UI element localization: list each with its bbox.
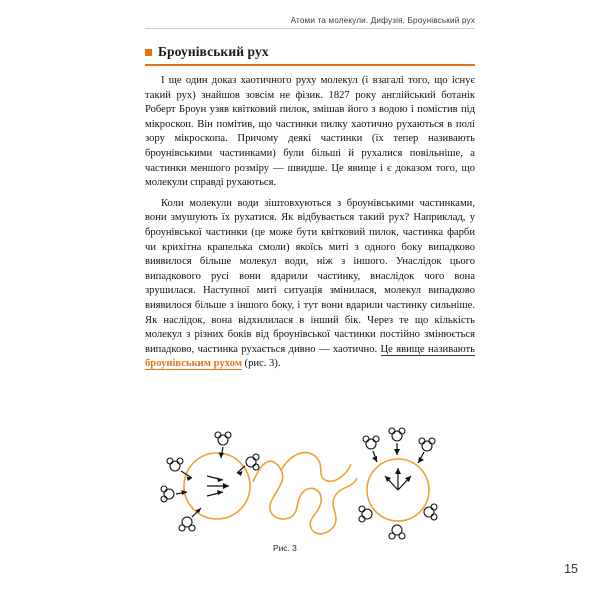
running-head: Атоми та молекули. Дифузія. Броунівський рух bbox=[290, 16, 475, 25]
page-right-margin bbox=[500, 0, 600, 600]
paragraph-2 bbox=[145, 197, 475, 372]
figure-brownian-motion bbox=[145, 418, 475, 548]
page-number: 15 bbox=[564, 562, 578, 576]
trajectory-path bbox=[253, 461, 357, 534]
body-text bbox=[145, 74, 475, 372]
highlighted-term: броунівським рухом bbox=[145, 358, 242, 370]
page-left-margin bbox=[0, 0, 118, 600]
page-content bbox=[145, 0, 475, 600]
final-sentence-prefix: Це явище називають bbox=[380, 343, 476, 355]
paragraph-2-text: Коли молекули води зіштовхуються з броунівськими частинками, вони змушують їх рухатися. Як відбувається такий рух? Наприклад, у броунівської частинки (це може бути квітковий пилок, частинка фарби чи крихітна крапелька смоли) якоїсь миті з одного боку випадково виявилося більше молекул води, ніж з іншого. Унаслідок цього випадкового русі вони вдарили частинку, внаслідок чого вона зрушилася. Наступної миті ситуація змінилася, молекул випадково виявилося більше з іншого боку, і тут вони вдарили частинку сильніше. Як наслідок, вона відхилилася в інший бік. Через те що кількість молекул з різних боків від броунівської частинки постійно змінюється випадково, частинка рухається дивно — хаотично. bbox=[145, 197, 475, 355]
section-underline bbox=[145, 64, 475, 66]
trajectory-path-2 bbox=[281, 452, 351, 481]
section-bullet-icon bbox=[145, 49, 152, 56]
section-title: Броунівський рух bbox=[158, 44, 269, 59]
paragraph-1: І ще один доказ хаотичного руху молекул (і взагалі того, що існує такий рух) знайшов зовсім не фізик. 1827 року англійський ботанік Роберт Броун узяв квітковий пилок, змішав його з водою і помістив під мікроскоп. Він помітив, що частинки пилку хаотично рухаються в полі зору мікроскопа. Причому деякі частинки (їх тепер називають броунівськими частинками) були більші й рухалися повільніше, а частинки меншого розміру — швидше. Це явище і є доказом того, що молекули справді рухаються. bbox=[145, 75, 475, 189]
section-heading bbox=[145, 44, 269, 60]
final-sentence-suffix: (рис. 3). bbox=[241, 358, 281, 370]
figure-caption: Рис. 3 bbox=[273, 543, 297, 553]
molecule-group-left bbox=[161, 432, 259, 531]
header-divider bbox=[145, 28, 475, 29]
